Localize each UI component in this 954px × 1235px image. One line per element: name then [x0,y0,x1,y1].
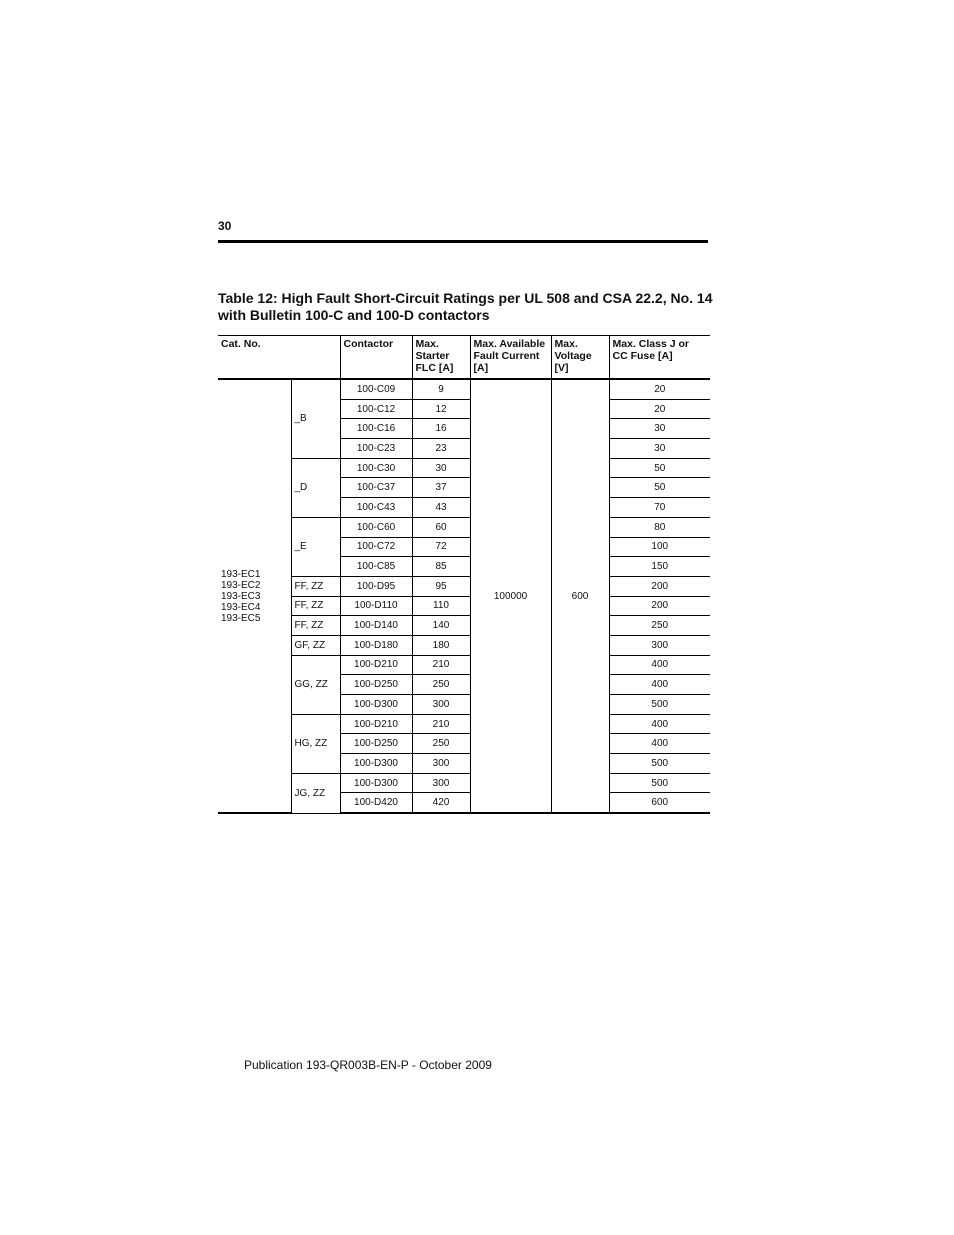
contactor-cell: 100-C60 [340,517,412,537]
flc-cell: 250 [412,675,470,695]
table-row [218,458,710,478]
table-row [218,655,710,675]
fuse-cell: 20 [609,379,710,399]
cat-no-line: 193-EC5 [221,612,261,624]
header-max-voltage: Max. Voltage [V] [551,336,609,380]
cat-no-line: 193-EC2 [221,579,261,591]
contactor-cell: 100-D250 [340,734,412,754]
flc-cell: 43 [412,498,470,518]
fuse-cell: 500 [609,695,710,715]
fuse-cell: 300 [609,635,710,655]
fuse-cell: 30 [609,419,710,439]
fuse-cell: 600 [609,793,710,813]
flc-cell: 180 [412,635,470,655]
flc-cell: 250 [412,734,470,754]
contactor-cell: 100-C72 [340,537,412,557]
contactor-cell: 100-D180 [340,635,412,655]
contactor-cell: 100-D300 [340,695,412,715]
flc-cell: 110 [412,596,470,616]
table-row [218,616,710,636]
table-body [218,379,710,813]
fuse-cell: 50 [609,458,710,478]
group-cell: GF, ZZ [291,635,340,655]
group-cell: FF, ZZ [291,596,340,616]
table-title: Table 12: High Fault Short-Circuit Ratings per UL 508 and CSA 22.2, No. 14 with Bulletin 100-C and 100-D contactors [218,290,713,323]
header-cat-no: Cat. No. [218,336,340,380]
cat-no-line: 193-EC1 [221,568,261,580]
group-cell: FF, ZZ [291,616,340,636]
voltage-cell: 600 [551,379,609,813]
fuse-cell: 400 [609,675,710,695]
contactor-cell: 100-D300 [340,754,412,774]
contactor-cell: 100-D300 [340,773,412,793]
contactor-cell: 100-D250 [340,675,412,695]
contactor-cell: 100-D420 [340,793,412,813]
fuse-cell: 200 [609,596,710,616]
table-row [218,517,710,537]
group-cell: _B [291,379,340,458]
flc-cell: 85 [412,557,470,577]
fuse-cell: 500 [609,754,710,774]
contactor-cell: 100-D210 [340,655,412,675]
table-header-row [218,336,710,380]
table-row [218,596,710,616]
group-cell: JG, ZZ [291,773,340,813]
flc-cell: 95 [412,576,470,596]
contactor-cell: 100-C23 [340,439,412,459]
flc-cell: 37 [412,478,470,498]
header-max-flc: Max. Starter FLC [A] [412,336,470,380]
contactor-cell: 100-D140 [340,616,412,636]
header-rule [218,240,708,243]
flc-cell: 300 [412,773,470,793]
contactor-cell: 100-C09 [340,379,412,399]
cat-no-cell [218,379,291,813]
group-cell: FF, ZZ [291,576,340,596]
publication-footer: Publication 193-QR003B-EN-P - October 2009 [244,1058,492,1072]
flc-cell: 140 [412,616,470,636]
fuse-cell: 80 [609,517,710,537]
flc-cell: 300 [412,754,470,774]
contactor-cell: 100-D210 [340,714,412,734]
group-cell: GG, ZZ [291,655,340,714]
contactor-cell: 100-C43 [340,498,412,518]
table-row [218,379,710,399]
ratings-table [218,335,710,814]
fuse-cell: 250 [609,616,710,636]
fuse-cell: 500 [609,773,710,793]
table-row [218,773,710,793]
flc-cell: 12 [412,399,470,419]
flc-cell: 60 [412,517,470,537]
fuse-cell: 100 [609,537,710,557]
fuse-cell: 200 [609,576,710,596]
table-row [218,635,710,655]
fuse-cell: 20 [609,399,710,419]
cat-no-line: 193-EC4 [221,601,261,613]
contactor-cell: 100-C85 [340,557,412,577]
header-contactor: Contactor [340,336,412,380]
flc-cell: 16 [412,419,470,439]
flc-cell: 9 [412,379,470,399]
fault-current-cell: 100000 [470,379,551,813]
fuse-cell: 30 [609,439,710,459]
group-cell: _E [291,517,340,576]
fuse-cell: 400 [609,655,710,675]
contactor-cell: 100-D110 [340,596,412,616]
contactor-cell: 100-C37 [340,478,412,498]
fuse-cell: 400 [609,714,710,734]
contactor-cell: 100-D95 [340,576,412,596]
fuse-cell: 50 [609,478,710,498]
page-number: 30 [218,219,232,233]
table-row [218,714,710,734]
flc-cell: 420 [412,793,470,813]
header-max-fault-current: Max. Available Fault Current [A] [470,336,551,380]
group-cell: HG, ZZ [291,714,340,773]
flc-cell: 72 [412,537,470,557]
header-max-fuse: Max. Class J or CC Fuse [A] [609,336,710,380]
table-row [218,576,710,596]
fuse-cell: 70 [609,498,710,518]
contactor-cell: 100-C16 [340,419,412,439]
flc-cell: 30 [412,458,470,478]
flc-cell: 210 [412,714,470,734]
contactor-cell: 100-C30 [340,458,412,478]
flc-cell: 300 [412,695,470,715]
fuse-cell: 400 [609,734,710,754]
cat-no-line: 193-EC3 [221,590,261,602]
flc-cell: 23 [412,439,470,459]
fuse-cell: 150 [609,557,710,577]
contactor-cell: 100-C12 [340,399,412,419]
flc-cell: 210 [412,655,470,675]
group-cell: _D [291,458,340,517]
